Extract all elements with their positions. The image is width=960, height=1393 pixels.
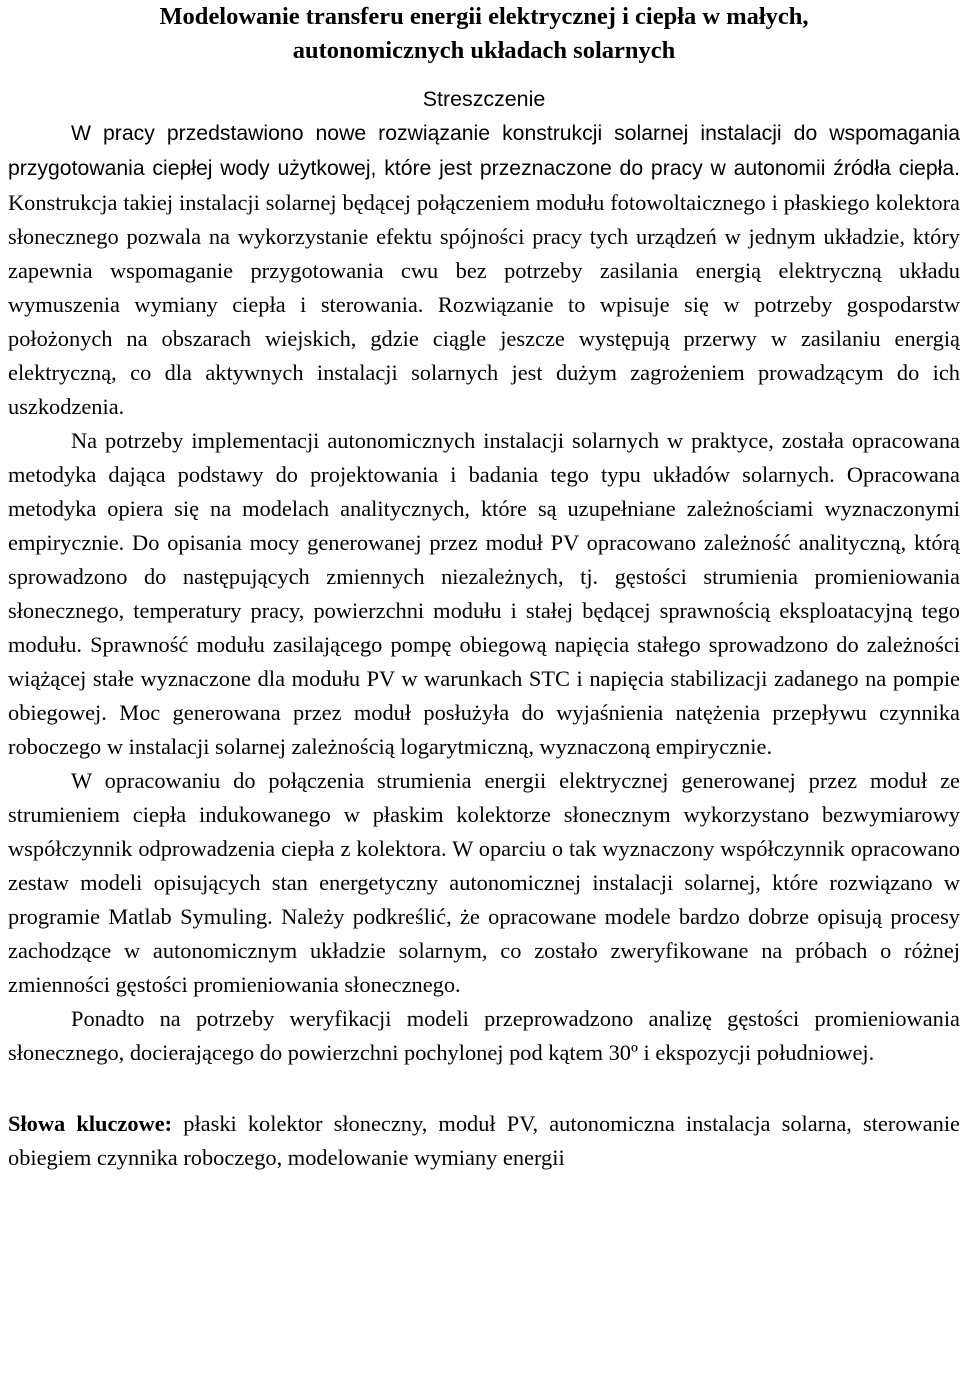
abstract-paragraph-1-sans-part: W pracy przedstawiono nowe rozwiązanie konstrukcji solarnej instalacji do wspomagania przygotowania ciepłej wody użytkowej, które jest przeznaczone do pracy w autonomii źródła ciepła. [8,122,960,180]
abstract-paragraph-4: Ponadto na potrzeby weryfikacji modeli przeprowadzono analizę gęstości promieniowania słonecznego, docierającego do powierzchni pochylonej pod kątem 30º i ekspozycji południowej. [8,1006,960,1065]
abstract-paragraph-1-serif-part: Konstrukcja takiej instalacji solarnej będącej połączeniem modułu fotowoltaicznego i płaskiego kolektora słonecznego pozwala na wykorzystanie efektu spójności pracy tych urządzeń w jednym układzie, który zapewnia wspomaganie przygotowania cwu bez potrzeby zasilania energią elektryczną układu wymuszenia wymiany ciepła i sterowania. Rozwiązanie to wpisuje się w potrzeby gospodarstw położonych na obszarach wiejskich, gdzie ciągle jeszcze występują przerwy w zasilaniu energią elektryczną, co dla aktywnych instalacji solarnych jest dużym zagrożeniem prowadzącym do ich uszkodzenia. [8,190,960,419]
document-title [8,0,960,68]
abstract-paragraph-3: W opracowaniu do połączenia strumienia energii elektrycznej generowanej przez moduł ze strumieniem ciepła indukowanego w płaskim kolektorze słonecznym wykorzystano bezwymiarowy współczynnik odprowadzenia ciepła z kolektora. W oparciu o tak wyznaczony współczynnik opracowano zestaw modeli opisujących stan energetyczny autonomicznej instalacji solarnej, które rozwiązano w programie Matlab Symuling. Należy podkreślić, że opracowane modele bardzo dobrze opisują procesy zachodzące w autonomicznym układzie solarnym, co zostało zweryfikowane na próbach o różnej zmienności gęstości promieniowania słonecznego. [8,768,960,997]
spacer [8,1070,960,1107]
keywords-label: Słowa kluczowe: [8,1111,173,1136]
keywords [8,1107,960,1175]
title-line-1: Modelowanie transferu energii elektrycznej i ciepła w małych, [159,3,809,30]
abstract-paragraph-2: Na potrzeby implementacji autonomicznych instalacji solarnych w praktyce, została opracowana metodyka dająca podstawy do projektowania i badania tego typu układów solarnych. Opracowana metodyka opiera się na modelach analitycznych, które są uzupełniane zależnościami wyznaczonymi empirycznie. Do opisania mocy generowanej przez moduł PV opracowano zależność analityczną, którą sprowadzono do następujących zmiennych niezależnych, tj. gęstości strumienia promieniowania słonecznego, temperatury pracy, powierzchni modułu i stałej będącej sprawnością eksploatacyjną tego modułu. Sprawność modułu zasilającego pompę obiegową napięcia stałego sprowadzono do zależności wiążącej stałe wyznaczone dla modułu PV w warunkach STC i napięcia stabilizacji zadanego na pompie obiegowej. Moc generowana przez moduł posłużyła do wyjaśnienia natężenia przepływu czynnika roboczego w instalacji solarnej zależnością logarytmiczną, wyznaczoną empirycznie. [8,428,960,759]
keywords-text: płaski kolektor słoneczny, moduł PV, autonomiczna instalacja solarna, sterowanie obiegiem czynnika roboczego, modelowanie wymiany energii [8,1111,960,1170]
document-page [8,0,960,1175]
title-line-2: autonomicznych układach solarnych [292,37,676,64]
abstract-paragraph-1 [8,116,960,424]
abstract-heading: Streszczenie [422,87,546,111]
